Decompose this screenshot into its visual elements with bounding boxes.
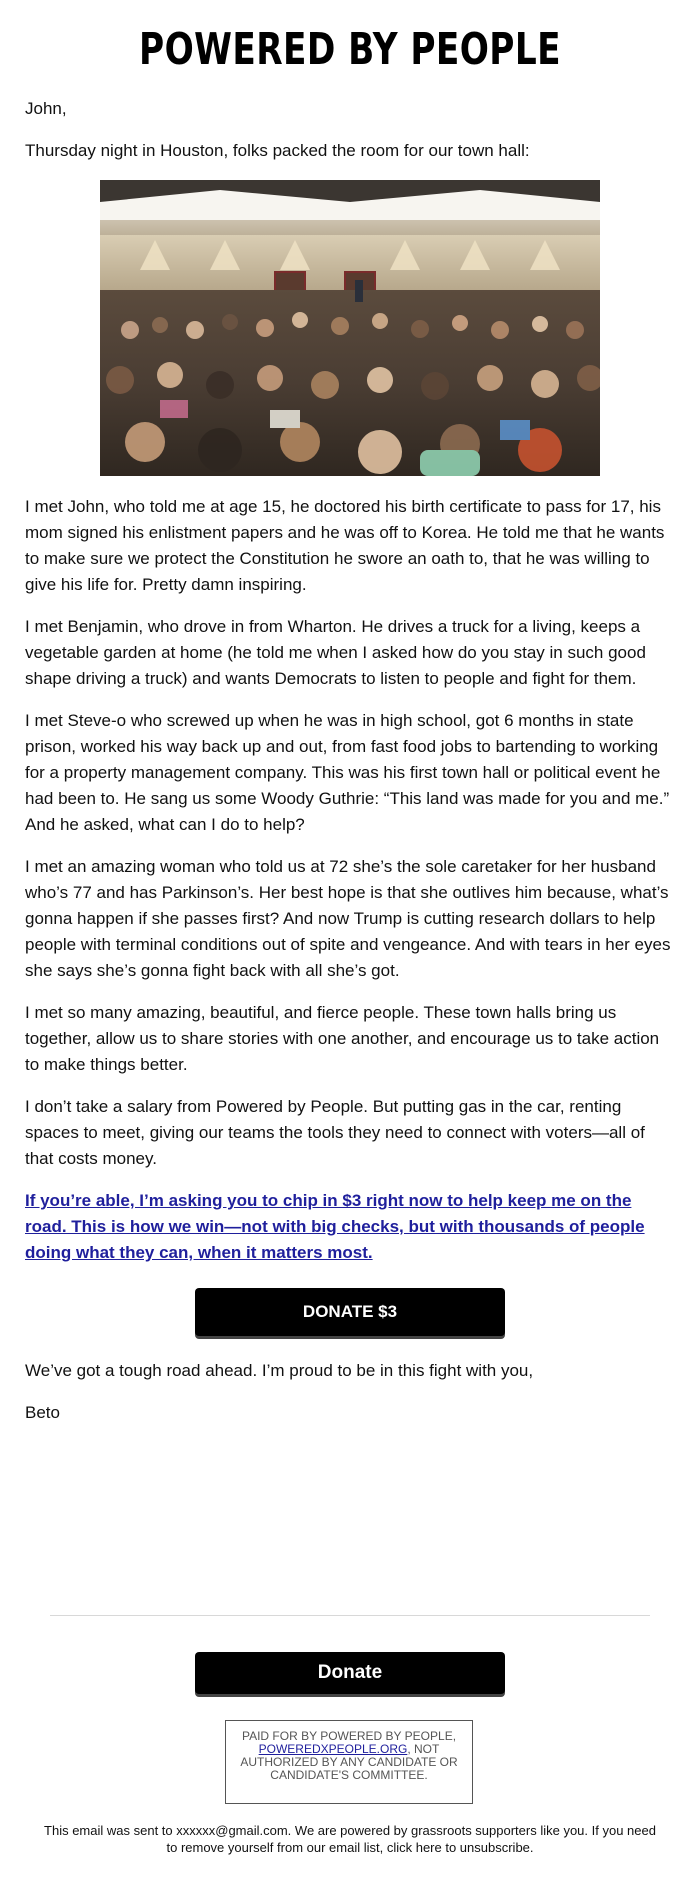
paid-for-prefix: PAID FOR BY POWERED BY PEOPLE, — [241, 1729, 457, 1743]
footer-notice: This email was sent to xxxxxx@gmail.com. We are powered by grassroots supporters like you. If you need to remove yourself from our email list, click here to unsubscribe. — [44, 1823, 656, 1855]
paid-for-disclaimer — [225, 1720, 473, 1804]
greeting: John, — [25, 99, 67, 118]
story-paragraph: I met Steve-o who screwed up when he was in high school, got 6 months in state prison, worked his way back up and out, from fast food jobs to bartending to working for a property management company. This was his first town hall or political event he had been to. He sang us some Woody Guthrie: “This land was made for you and me.” And he asked, what can I do to help? — [25, 711, 670, 834]
signature: Beto — [25, 1403, 60, 1422]
logo: POWERED BY PEOPLE — [139, 24, 561, 75]
story-paragraph: I met an amazing woman who told us at 72 she’s the sole caretaker for her husband who’s 77 and has Parkinson’s. Her best hope is that she outlives him because, what’s gonna happen if she passes first? And now Trump is cutting research dollars to help people with terminal conditions out of spite and vengeance. And with tears in her eyes she says she’s gonna fight back with all she’s got. — [25, 857, 671, 980]
intro-text: Thursday night in Houston, folks packed the room for our town hall: — [25, 141, 530, 160]
email-body — [25, 96, 675, 1442]
footer-divider — [50, 1615, 650, 1616]
story-paragraph: I met Benjamin, who drove in from Wharton. He drives a truck for a living, keeps a vegetable garden at home (he told me when I asked how do you stay in such good shape driving a truck) and wants Democrats to listen to people and fight for them. — [25, 617, 646, 688]
story-paragraph: I don’t take a salary from Powered by People. But putting gas in the car, renting spaces to meet, giving our teams the tools they need to connect with voters—all of that costs money. — [25, 1097, 645, 1168]
closing-text: We’ve got a tough road ahead. I’m proud to be in this fight with you, — [25, 1361, 534, 1380]
story-paragraph: I met John, who told me at age 15, he doctored his birth certificate to pass for 17, his mom signed his enlistment papers and he was off to Korea. He told me that he wants to make sure we protect the Constitution he swore an oath to, that he was willing to give his life for. Pretty damn inspiring. — [25, 497, 665, 594]
paid-for-suffix: , NOT AUTHORIZED BY ANY CANDIDATE OR CANDIDATE'S COMMITTEE. — [240, 1742, 458, 1782]
poweredxpeople-link[interactable]: POWEREDXPEOPLE.ORG — [258, 1742, 408, 1756]
story-paragraph: I met so many amazing, beautiful, and fierce people. These town halls bring us together, allow us to share stories with one another, and encourage us to take action to make things better. — [25, 1003, 660, 1074]
donate-button[interactable]: Donate — [195, 1652, 505, 1694]
donate-3-button[interactable]: DONATE $3 — [195, 1288, 505, 1336]
donate-cta-link[interactable]: If you’re able, I’m asking you to chip in $3 right now to help keep me on the road. This is how we win—not with big checks, but with thousands of people doing what they can, when it matters most. — [25, 1191, 645, 1262]
town-hall-photo — [100, 180, 600, 476]
crowd-illustration — [100, 180, 600, 476]
